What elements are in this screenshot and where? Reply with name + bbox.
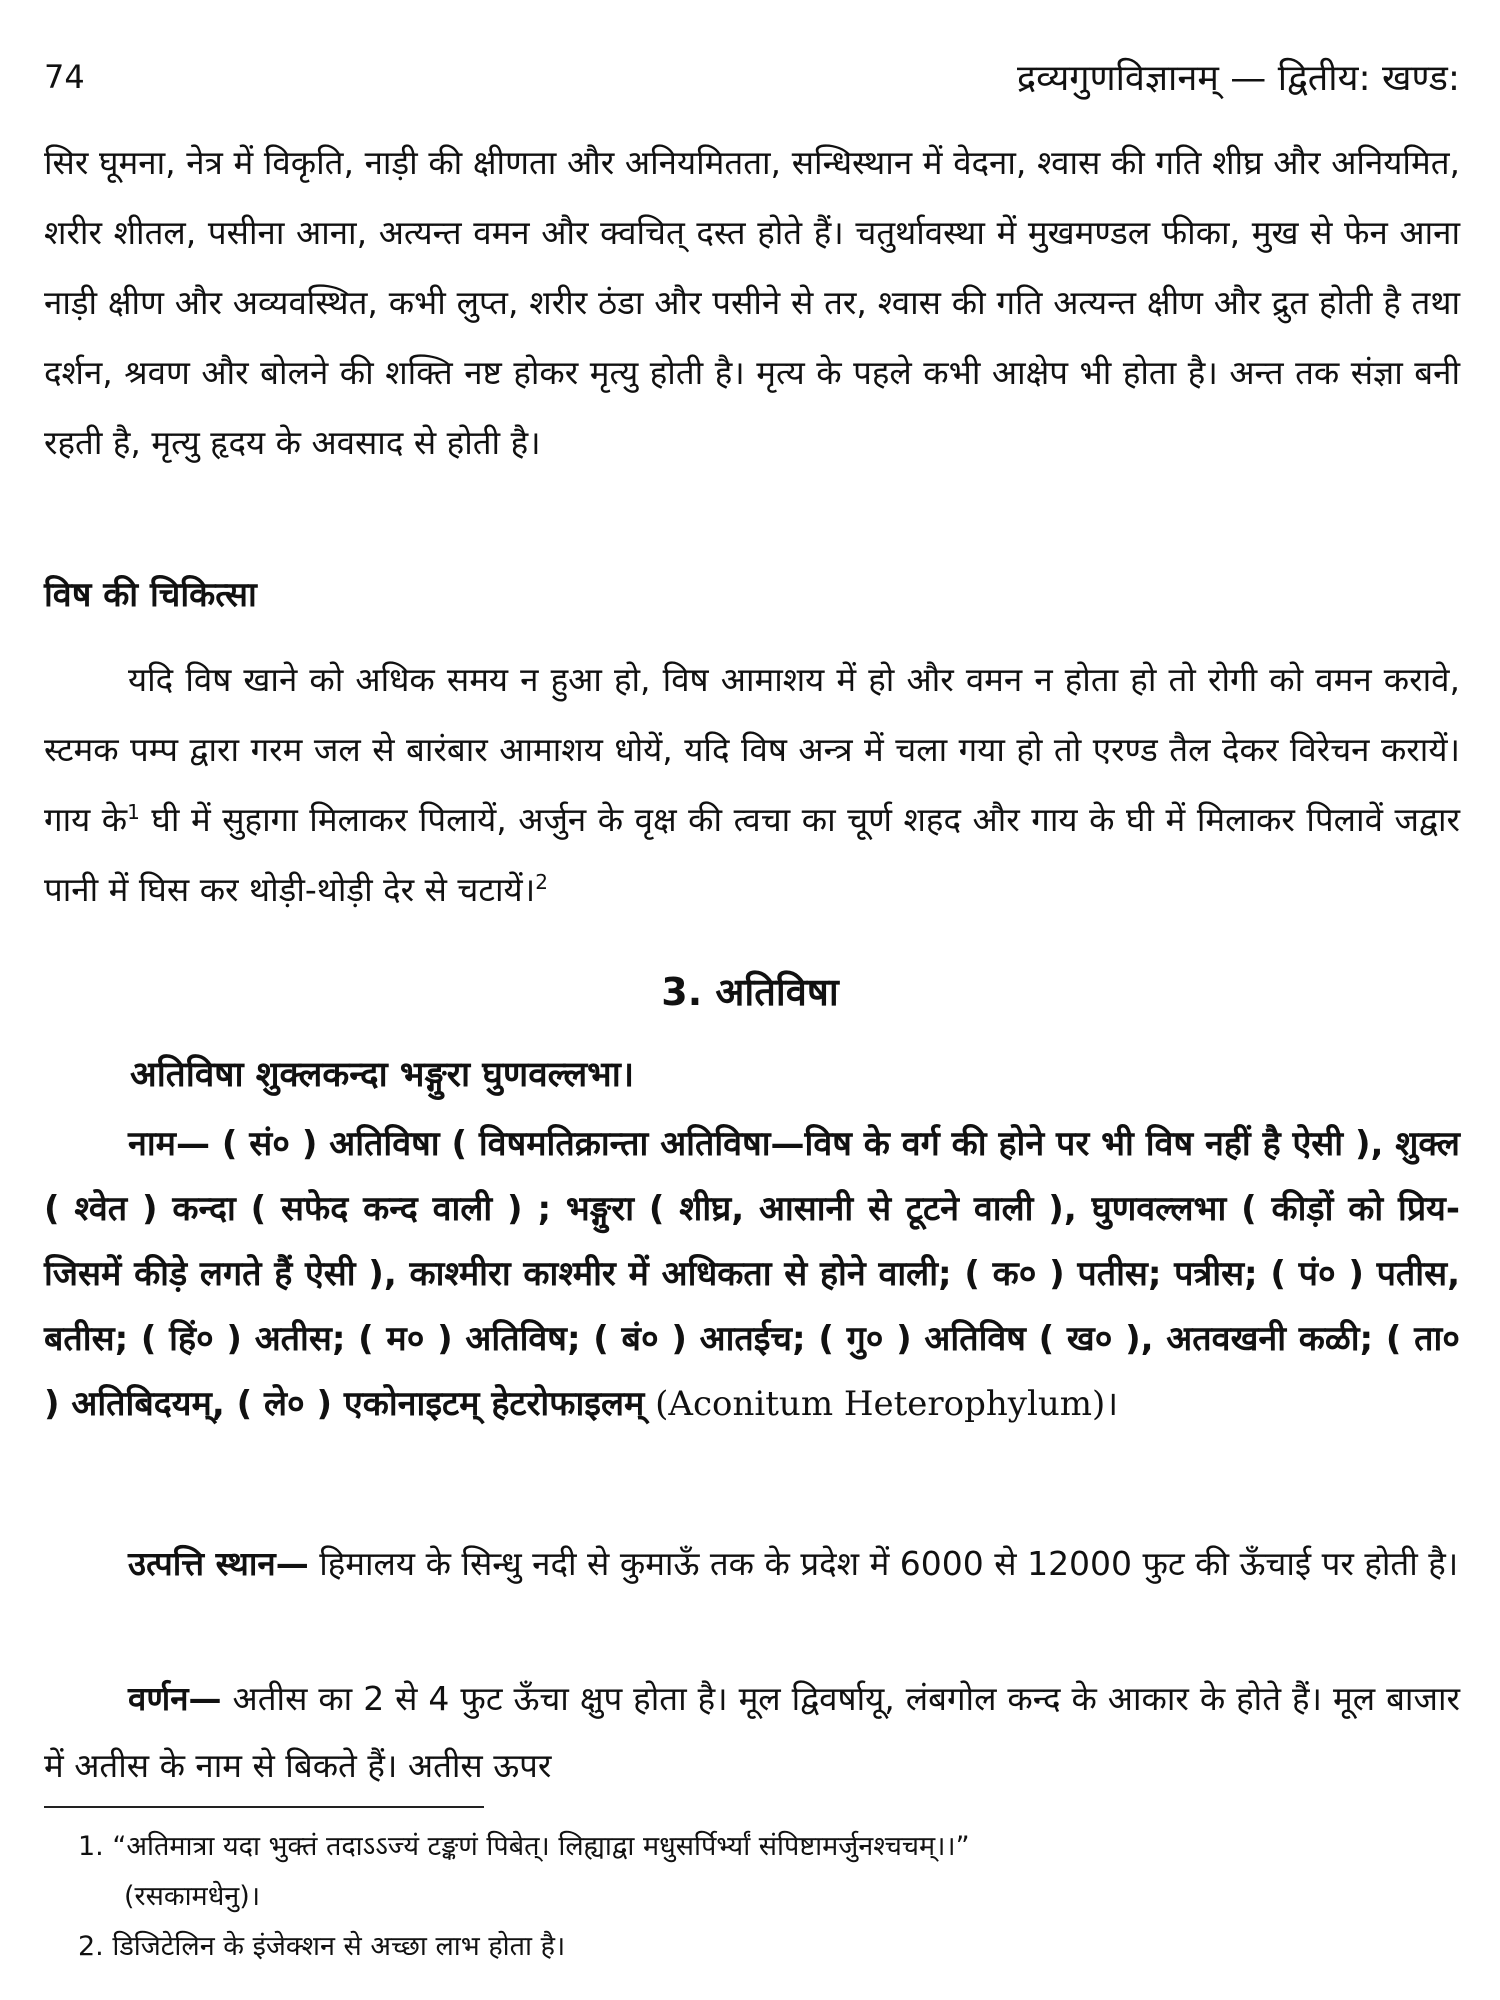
page-number: 74 <box>44 58 85 96</box>
description-paragraph <box>44 1665 1460 1799</box>
treatment-heading: विष की चिकित्सा <box>44 575 257 615</box>
treatment-paragraph <box>44 645 1460 925</box>
names-label: नाम— <box>128 1124 211 1164</box>
footnote-1-line-2: (रसकामधेनु)। <box>124 1881 261 1912</box>
description-label: वर्णन— <box>128 1679 222 1718</box>
names-text: ( सं० ) अतिविषा ( विषमतिक्रान्ता अतिविषा—विष के वर्ग की होने पर भी विष नहीं है ऐसी ), शुक्ल ( श्वेत ) कन्दा ( सफेद कन्द वाली ) ; भङ्गुरा ( शीघ्र, आसानी से टूटने वाली ), घुणवल्लभा ( कीड़ों को प्रिय-जिसमें कीड़े लगते हैं ऐसी ), काश्मीरा काश्मीर में अधिकता से होने वाली; ( क० ) पतीस; पत्रीस; ( पं० ) पतीस, बतीस; ( हिं० ) अतीस; ( म० ) अतिविष; ( बं० ) आतईच; ( गु० ) अतिविष ( ख० ), अतवखनी कळी; ( ता० ) अतिबिदयम्, ( ले० ) एकोनाइटम् हेटरोफाइलम् <box>44 1124 1460 1424</box>
symptoms-paragraph: सिर घूमना, नेत्र में विकृति, नाड़ी की क्षीणता और अनियमितता, सन्धिस्थान में वेदना, श्वास की गति शीघ्र और अनियमित, शरीर शीतल, पसीना आना, अत्यन्त वमन और क्वचित् दस्त होते हैं। चतुर्थावस्था में मुखमण्डल फीका, मुख से फेन आना नाड़ी क्षीण और अव्यवस्थित, कभी लुप्त, शरीर ठंडा और पसीने से तर, श्वास की गति अत्यन्त क्षीण और द्रुत होती है तथा दर्शन, श्रवण और बोलने की शक्ति नष्ट होकर मृत्यु होती है। मृत्य के पहले कभी आक्षेप भी होता है। अन्त तक संज्ञा बनी रहती है, मृत्यु हृदय के अवसाद से होती है। <box>44 143 1460 462</box>
footnote-ref-1: 1 <box>127 800 140 824</box>
treatment-text-2: घी में सुहागा मिलाकर पिलायें, अर्जुन के वृक्ष की त्वचा का चूर्ण शहद और गाय के घी में मिलाकर पिलावें जद्वार पानी में घिस कर थोड़ी-थोड़ी देर से चटायें। <box>44 800 1460 909</box>
footnote-2: 2. डिजिटेलिन के इंजेक्शन से अच्छा लाभ होता है। <box>78 1931 566 1962</box>
running-head: द्रव्यगुणविज्ञानम् — द्वितीय: खण्ड: <box>1017 58 1460 99</box>
origin-label: उत्पत्ति स्थान— <box>128 1544 309 1583</box>
footnote-1-line-1: 1. “अतिमात्रा यदा भुक्तं तदाऽऽज्यं टङ्कणं पिबेत्। लिह्याद्वा मधुसर्पिर्भ्यां संपिष्टामर्जुनश्चचम्।।” <box>78 1831 970 1862</box>
footnote-divider <box>44 1806 484 1808</box>
verse: अतिविषा शुक्लकन्दा भङ्गुरा घुणवल्लभा। <box>130 1055 635 1095</box>
description-text: अतीस का 2 से 4 फुट ऊँचा क्षुप होता है। मूल द्विवर्षायू, लंबगोल कन्द के आकार के होते हैं। मूल बाजार में अतीस के नाम से बिकते हैं। अतीस ऊपर <box>44 1679 1460 1785</box>
page-header <box>44 52 1460 112</box>
names-paragraph <box>44 1112 1460 1437</box>
names-end: । <box>1105 1384 1119 1424</box>
origin-paragraph <box>44 1530 1460 1597</box>
latin-name: (Aconitum Heterophylum) <box>644 1384 1106 1424</box>
treatment-text-1: यदि विष खाने को अधिक समय न हुआ हो, विष आमाशय में हो और वमन न होता हो तो रोगी को वमन करावे, स्टमक पम्प द्वारा गरम जल से बारंबार आमाशय धोयें, यदि विष अन्त्र में चला गया हो तो एरण्ड तैल देकर विरेचन करायें। गाय के <box>44 660 1460 839</box>
footnotes <box>78 1822 1468 1972</box>
section-title: 3. अतिविषा <box>661 970 839 1014</box>
footnote-ref-2: 2 <box>535 870 548 894</box>
origin-text: हिमालय के सिन्धु नदी से कुमाऊँ तक के प्रदेश में 6000 से 12000 फुट की ऊँचाई पर होती है। <box>308 1544 1459 1583</box>
